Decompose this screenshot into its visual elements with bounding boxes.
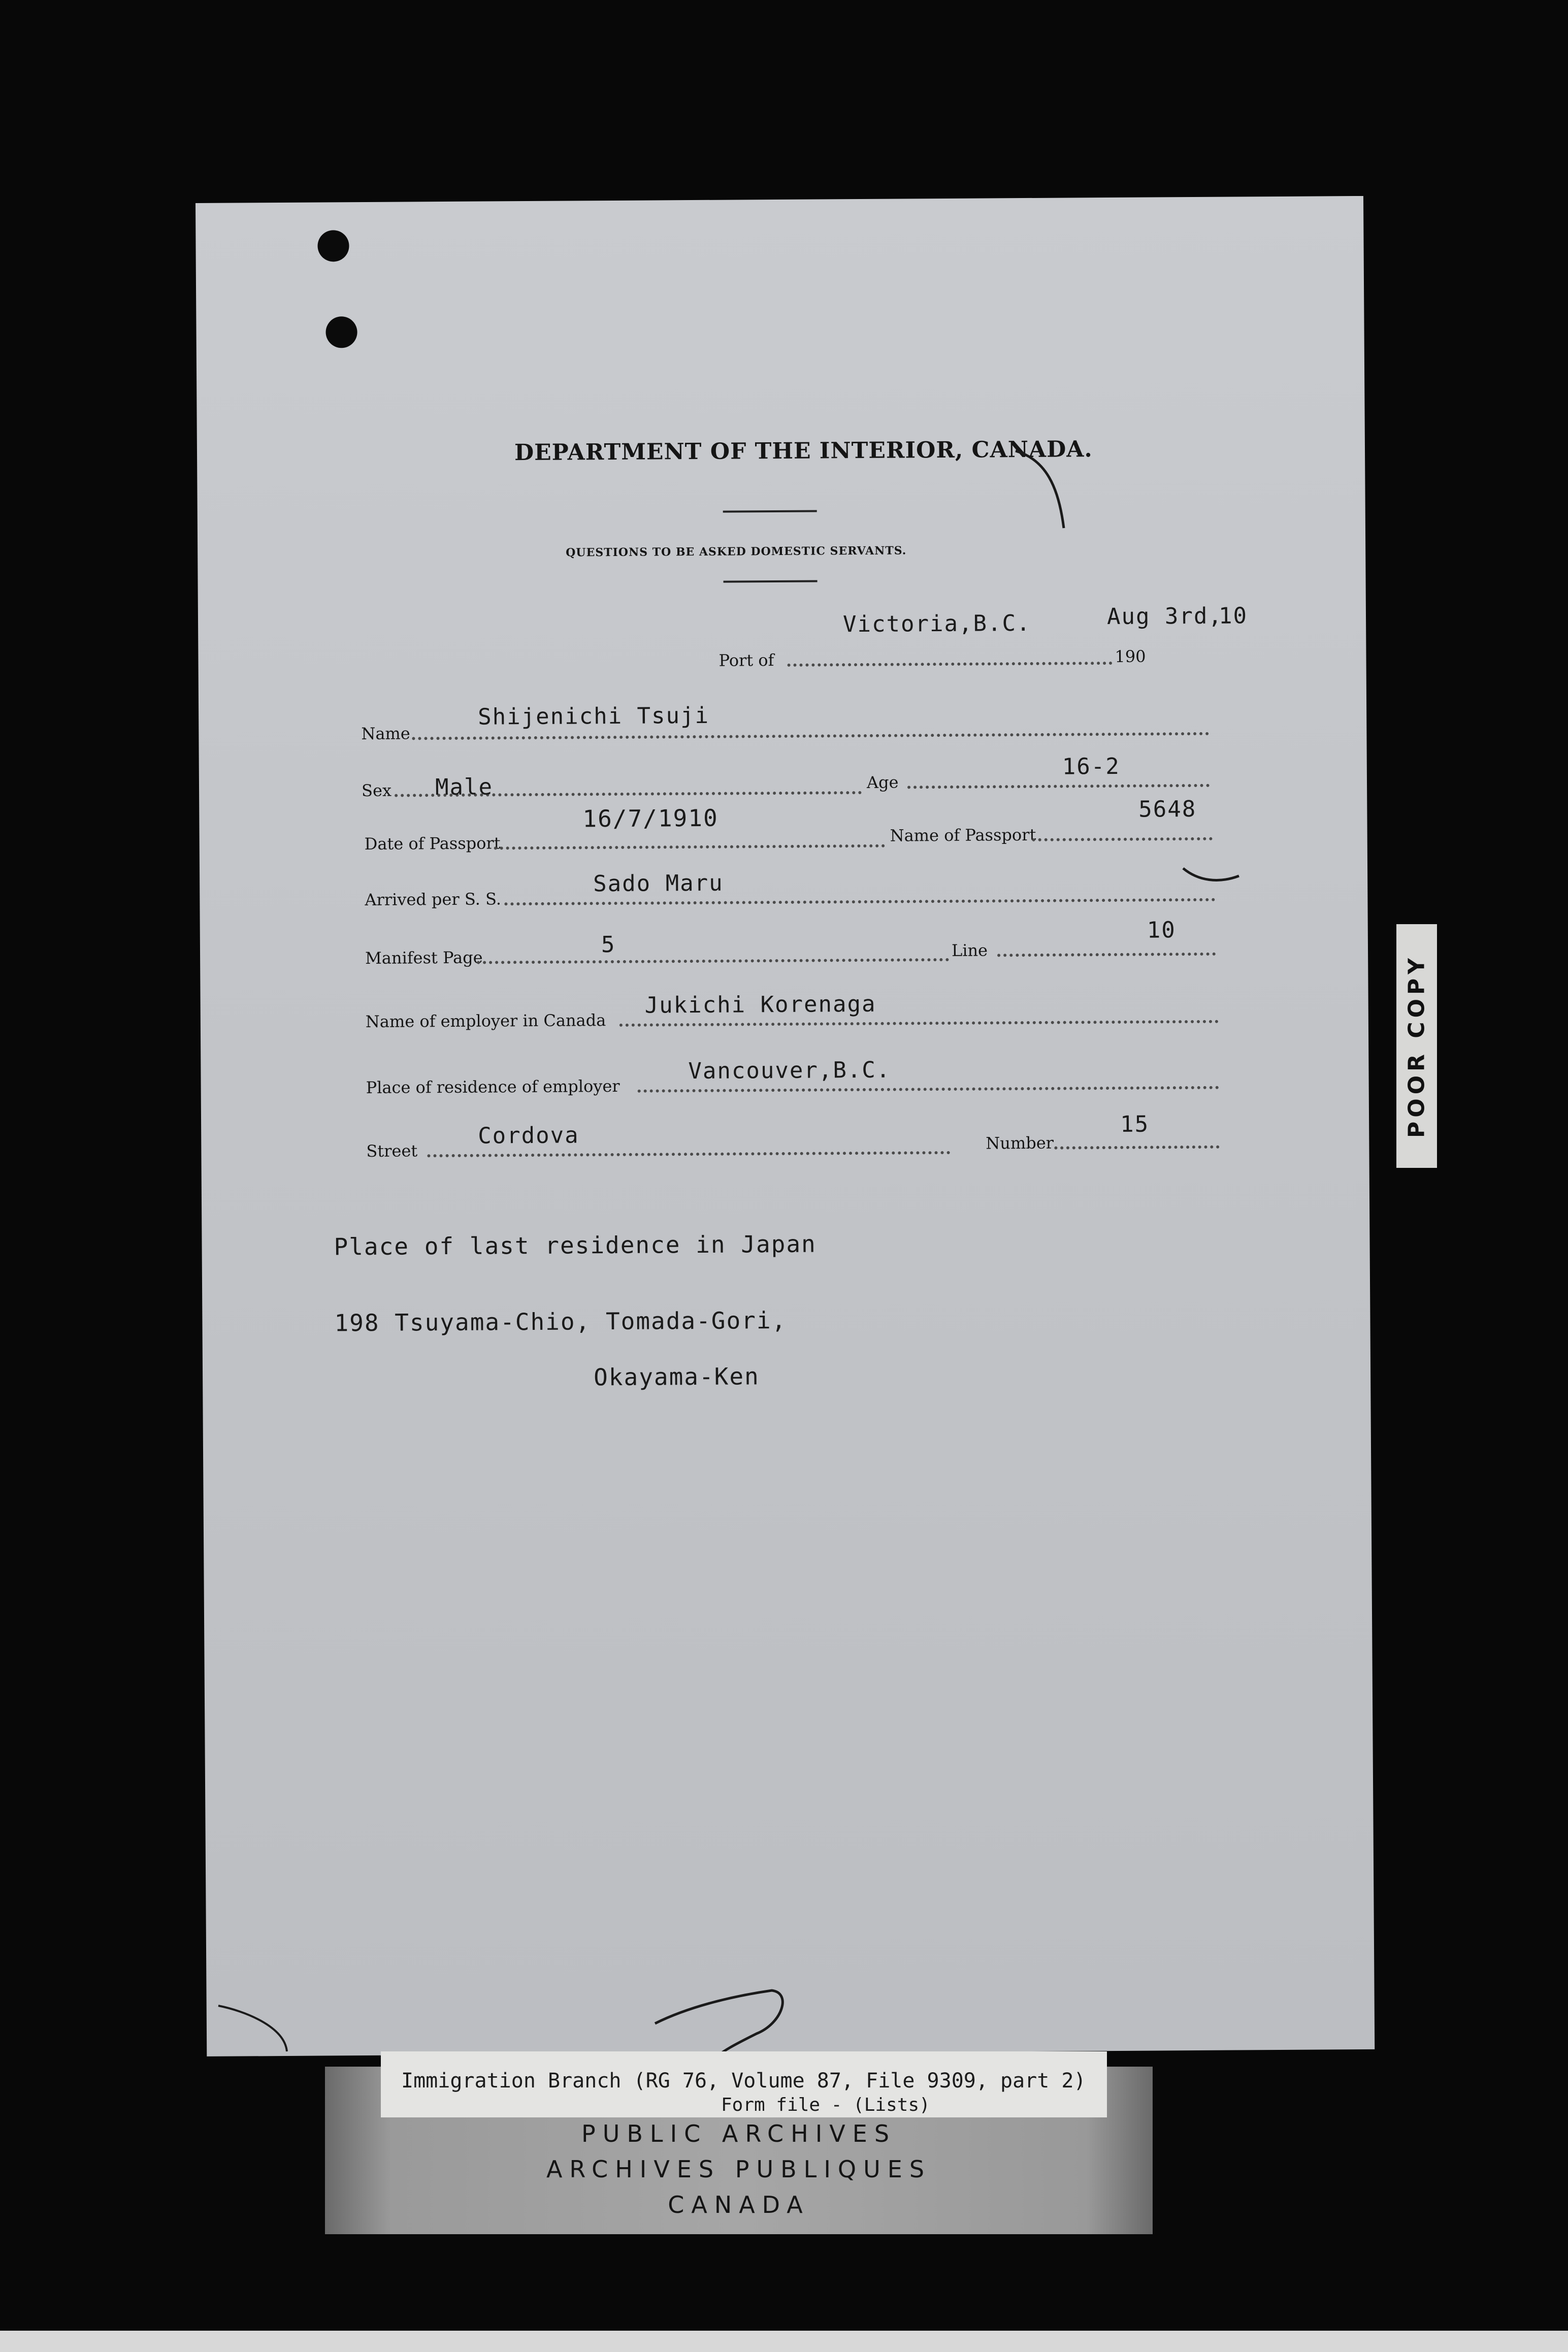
age-value: 16-2	[1062, 753, 1120, 780]
archive-line-1: PUBLIC ARCHIVES	[581, 2120, 897, 2147]
manifest-page-value: 5	[601, 931, 616, 958]
poor-copy-text: POOR COPY	[1403, 954, 1430, 1138]
sex-value: Male	[435, 774, 494, 801]
passport-number-value: 5648	[1138, 796, 1197, 823]
number-value: 15	[1120, 1111, 1150, 1137]
date-of-passport-label: Date of Passport	[364, 833, 501, 854]
form-title: DEPARTMENT OF THE INTERIOR, CANADA.	[514, 436, 1093, 466]
line-label: Line	[951, 940, 988, 960]
last-residence-label: Place of last residence in Japan	[334, 1230, 816, 1261]
address-line-2: Okayama-Ken	[593, 1362, 760, 1391]
employer-residence-value: Vancouver,B.C.	[688, 1057, 891, 1085]
date-value: Aug 3rd,	[1106, 603, 1223, 630]
age-label: Age	[866, 772, 899, 792]
address-line-1: 198 Tsuyama-Chio, Tomada-Gori,	[334, 1306, 787, 1337]
street-value: Cordova	[478, 1122, 579, 1149]
port-of-label: Port of	[718, 650, 774, 670]
sex-label: Sex	[361, 780, 392, 801]
year-prefix-label: 190	[1115, 646, 1146, 666]
street-label: Street	[366, 1141, 418, 1161]
name-value: Shijenichi Tsuji	[478, 702, 710, 730]
arrived-per-label: Arrived per S. S.	[365, 889, 502, 909]
employer-name-value: Jukichi Korenaga	[644, 991, 876, 1019]
name-of-passport-label: Name of Passport	[890, 825, 1036, 845]
ship-value: Sado Maru	[593, 870, 724, 897]
year-suffix-value: 10	[1218, 603, 1248, 629]
line-value: 10	[1147, 917, 1176, 943]
employer-residence-label: Place of residence of employer	[366, 1076, 620, 1097]
archive-reference: Immigration Branch (RG 76, Volume 87, File 9309, part 2)	[401, 2069, 1086, 2093]
number-label: Number	[986, 1133, 1054, 1153]
film-edge-strip	[0, 2331, 1568, 2352]
poor-copy-stamp	[1396, 924, 1437, 1168]
archive-form-file: Form file - (Lists)	[721, 2095, 930, 2115]
date-of-passport-value: 16/7/1910	[582, 804, 718, 833]
form-subtitle: QUESTIONS TO BE ASKED DOMESTIC SERVANTS.	[566, 544, 907, 560]
name-label: Name	[361, 724, 410, 744]
port-value: Victoria,B.C.	[842, 610, 1031, 638]
employer-name-label: Name of employer in Canada	[365, 1010, 606, 1031]
archive-line-2: ARCHIVES PUBLIQUES	[546, 2155, 932, 2183]
manifest-page-label: Manifest Page	[365, 948, 483, 968]
archive-line-3: CANADA	[668, 2191, 810, 2218]
